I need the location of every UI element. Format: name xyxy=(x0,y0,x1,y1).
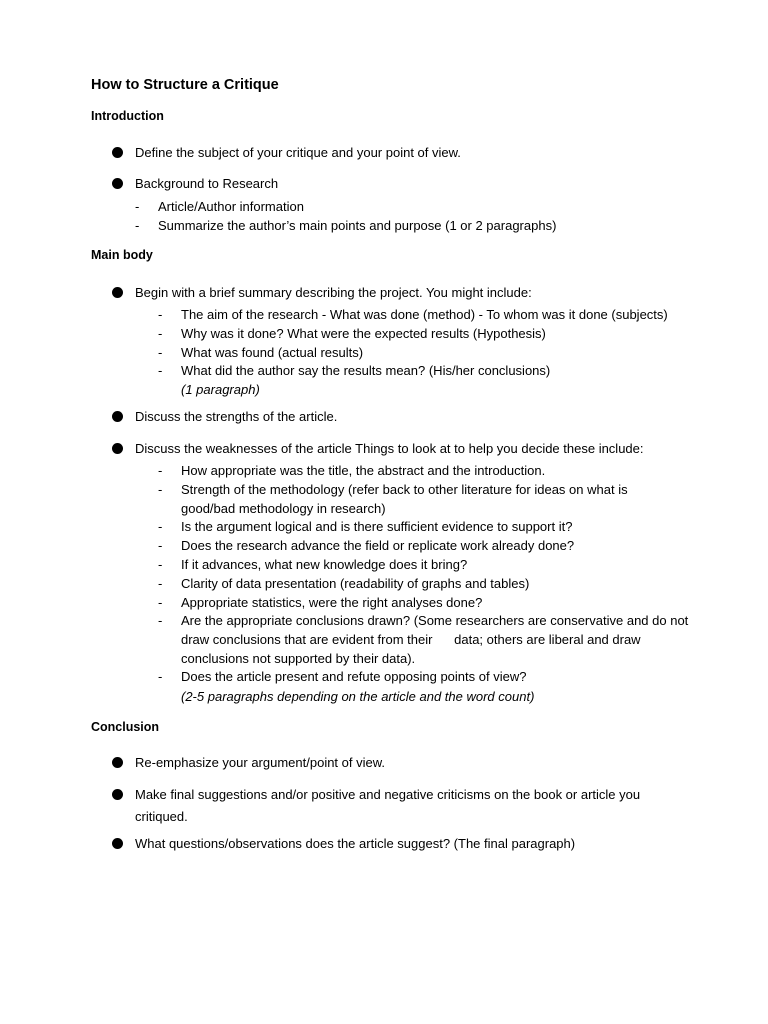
bullet-text: What questions/observations does the article suggest? (The final paragraph) xyxy=(135,836,576,851)
dash-text: If it advances, what new knowledge does it bring? xyxy=(181,557,468,572)
bullet-text: Re-emphasize your argument/point of view. xyxy=(135,755,386,770)
dash-text: Does the article present and refute opposing points of view? xyxy=(181,669,527,684)
dash-mark: - xyxy=(158,307,163,322)
dash-text: Strength of the methodology (refer back to other literature for ideas on what is xyxy=(181,482,628,497)
dash-text: Appropriate statistics, were the right analyses done? xyxy=(181,595,483,610)
dash-mark: - xyxy=(158,538,163,553)
bullet-dot-icon xyxy=(112,838,123,849)
dash-text: How appropriate was the title, the abstract and the introduction. xyxy=(181,463,546,478)
bullet-text: Background to Research xyxy=(135,176,279,191)
conclusions-continuation: draw conclusions that are evident from their data; others are liberal and draw xyxy=(181,632,641,647)
dash-text: Clarity of data presentation (readability of graphs and tables) xyxy=(181,576,530,591)
dash-mark: - xyxy=(158,557,163,572)
weakness-length-note: (2-5 paragraphs depending on the article and the word count) xyxy=(181,689,535,704)
bullet-dot-icon xyxy=(112,411,123,422)
dash-mark: - xyxy=(135,199,140,214)
dash-text: Does the research advance the field or replicate work already done? xyxy=(181,538,575,553)
dash-mark: - xyxy=(158,482,163,497)
dash-mark: - xyxy=(135,218,140,233)
methodology-continuation: good/bad methodology in research) xyxy=(181,501,386,516)
bullet-text: Discuss the weaknesses of the article Things to look at to help you decide these include: xyxy=(135,441,644,456)
dash-mark: - xyxy=(158,463,163,478)
dash-text: What did the author say the results mean? (His/her conclusions) xyxy=(181,363,551,378)
introduction-heading: Introduction xyxy=(91,109,164,123)
bullet-text: Discuss the strengths of the article. xyxy=(135,409,338,424)
dash-text: Is the argument logical and is there sufficient evidence to support it? xyxy=(181,519,573,534)
dash-mark: - xyxy=(158,519,163,534)
bullet-dot-icon xyxy=(112,789,123,800)
dash-mark: - xyxy=(158,613,163,628)
dash-mark: - xyxy=(158,595,163,610)
dash-mark: - xyxy=(158,669,163,684)
bullet-dot-icon xyxy=(112,443,123,454)
dash-mark: - xyxy=(158,326,163,341)
dash-text: Are the appropriate conclusions drawn? (Some researchers are conservative and do not xyxy=(181,613,689,628)
bullet-text: Begin with a brief summary describing the project. You might include: xyxy=(135,285,532,300)
bullet-dot-icon xyxy=(112,178,123,189)
conclusions-continuation: conclusions not supported by their data). xyxy=(181,651,416,666)
dash-text: Article/Author information xyxy=(158,199,304,214)
bullet-dot-icon xyxy=(112,287,123,298)
dash-text: Summarize the author’s main points and purpose (1 or 2 paragraphs) xyxy=(158,218,557,233)
suggestions-continuation: critiqued. xyxy=(135,809,188,824)
summary-length-note: (1 paragraph) xyxy=(181,382,260,397)
bullet-dot-icon xyxy=(112,757,123,768)
dash-text: Why was it done? What were the expected results (Hypothesis) xyxy=(181,326,546,341)
document-title: How to Structure a Critique xyxy=(91,77,279,93)
bullet-dot-icon xyxy=(112,147,123,158)
dash-mark: - xyxy=(158,363,163,378)
dash-text: What was found (actual results) xyxy=(181,345,364,360)
conclusion-heading: Conclusion xyxy=(91,720,160,734)
dash-mark: - xyxy=(158,345,163,360)
dash-mark: - xyxy=(158,576,163,591)
main-body-heading: Main body xyxy=(91,248,153,262)
dash-text: The aim of the research - What was done (method) - To whom was it done (subjects) xyxy=(181,307,668,322)
bullet-text: Define the subject of your critique and your point of view. xyxy=(135,145,461,160)
bullet-text: Make final suggestions and/or positive and negative criticisms on the book or article you xyxy=(135,787,641,802)
